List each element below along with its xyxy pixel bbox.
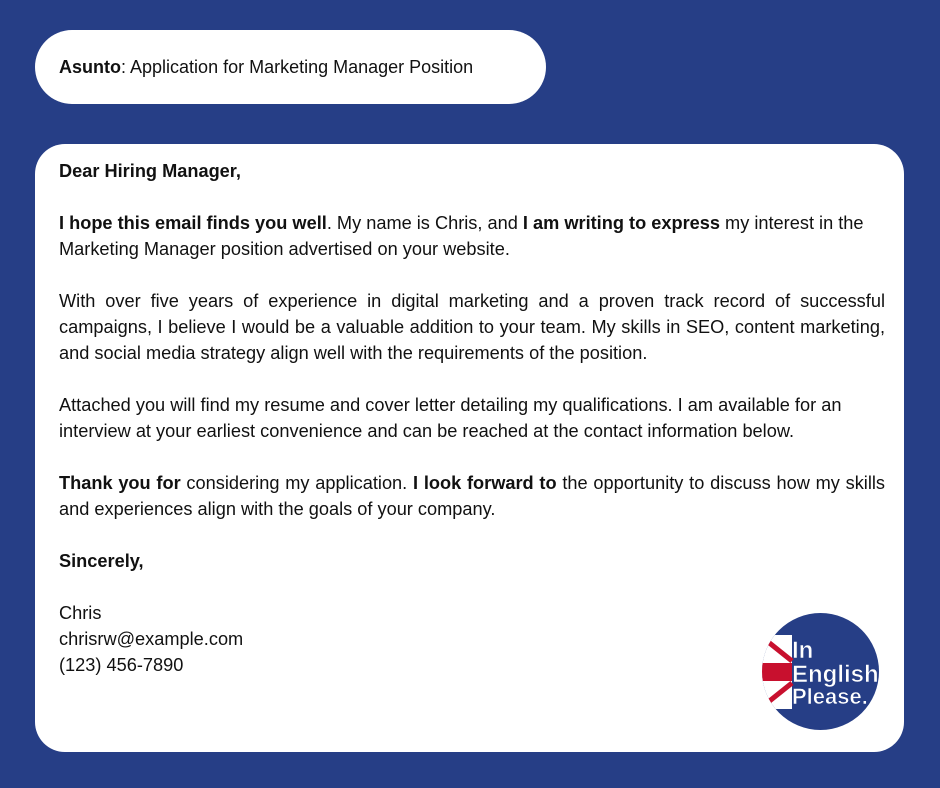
paragraph-thanks	[59, 470, 885, 522]
logo-line-1: In	[792, 637, 814, 664]
intro-bold-1: I hope this email finds you well	[59, 213, 327, 233]
thanks-text-1: considering my application.	[180, 473, 413, 493]
closing-text: Sincerely,	[59, 551, 144, 571]
subject-separator: :	[121, 56, 131, 77]
logo-line-2: English	[792, 661, 879, 688]
subject-text: Application for Marketing Manager Position	[130, 56, 474, 77]
closing	[59, 548, 885, 574]
intro-text-2: my interest in the Marketing Manager position advertised on your website.	[59, 213, 864, 259]
greeting	[59, 158, 885, 184]
logo-line-3: Please.	[792, 684, 868, 709]
intro-text-1: . My name is Chris, and	[326, 213, 523, 233]
subject-label: Asunto	[59, 56, 121, 77]
thanks-bold-1: Thank you for	[59, 473, 181, 493]
greeting-text: Dear Hiring Manager,	[59, 161, 241, 181]
union-jack-flag-icon	[762, 635, 792, 709]
signature-phone: (123) 456-7890	[59, 655, 184, 675]
thanks-bold-2: I look forward to	[413, 473, 557, 493]
thanks-text-2: the opportunity to discuss how my skills and experiences align with the goals of your company.	[59, 473, 886, 519]
signature-name: Chris	[59, 603, 102, 623]
in-english-please-logo	[762, 613, 879, 730]
paragraph-experience: With over five years of experience in digital marketing and a proven track record of successful campaigns, I believe I would be a valuable addition to your team. My skills in SEO, content marketing, and social media strategy align well with the requirements of the position.	[59, 291, 885, 363]
signature-email: chrisrw@example.com	[59, 629, 244, 649]
subject-bar	[35, 30, 546, 104]
intro-bold-2: I am writing to express	[522, 213, 720, 233]
paragraph-attachments: Attached you will find my resume and cover letter detailing my qualifications. I am available for an interview at your earliest convenience and can be reached at the contact information below.	[59, 395, 842, 441]
paragraph-intro	[59, 210, 885, 262]
